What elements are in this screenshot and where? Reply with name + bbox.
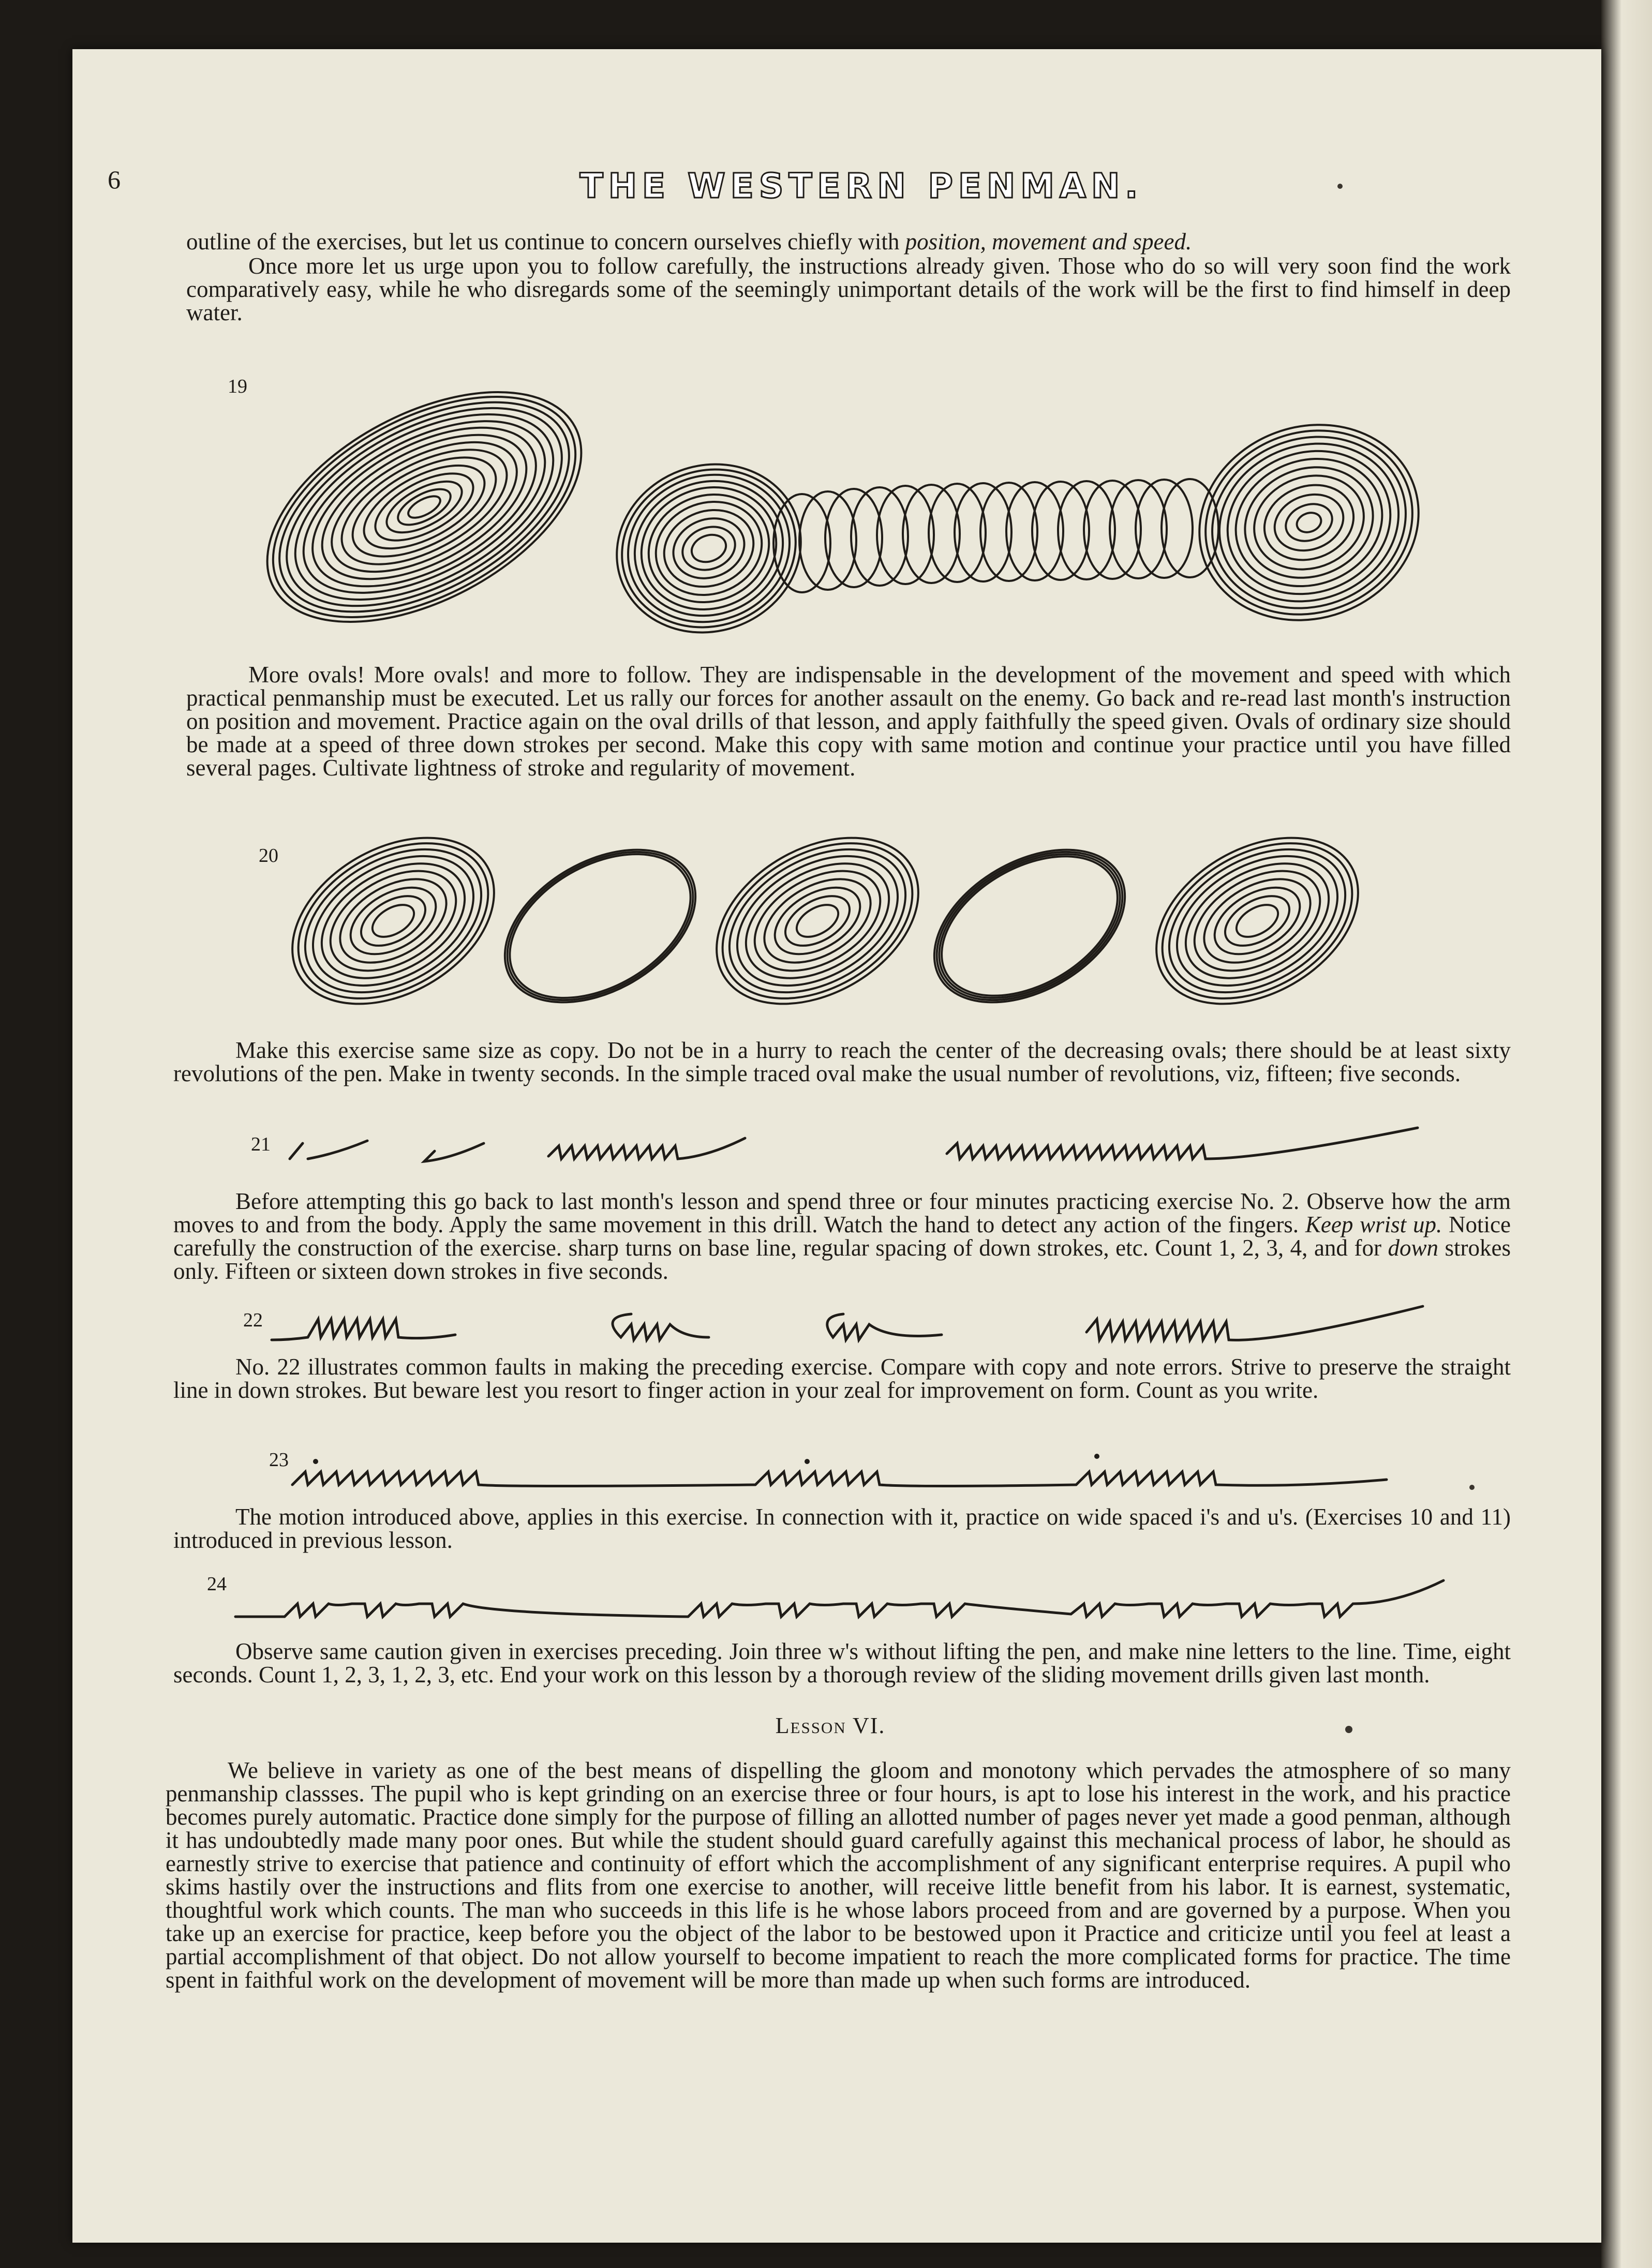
paragraph-observe: [173, 1640, 1511, 1687]
paragraph-we-believe: [166, 1759, 1511, 1992]
paragraph-before-attempting: [173, 1190, 1511, 1283]
running-head-title: THE WESTERN PENMAN.: [579, 166, 1143, 206]
exercise-22-faults-drill: [269, 1296, 1438, 1355]
lesson-heading: Lesson VI.: [775, 1713, 886, 1738]
exercise-number-24: 24: [207, 1573, 227, 1595]
exercise-21-push-pull-drill: [279, 1123, 1438, 1180]
page-edge-backdrop: [1601, 0, 1652, 2268]
paragraph-motion: [173, 1505, 1511, 1552]
exercise-19-oval-drill: [243, 357, 1449, 683]
ink-speck: [1337, 184, 1343, 189]
intro-text: outline of the exercises, but let us continue to concern ourselves chiefly with: [186, 229, 905, 255]
observe-text: Observe same caution given in exercises preceding. Join three w's without lifting the pen, and make nine letters to the line. Time, eight seconds. Count 1, 2, 3, 1, 2, 3, etc. End your work on this lesson by a thorough review of the sliding movement drills given last month.: [173, 1638, 1511, 1688]
exercise-number-21: 21: [251, 1133, 271, 1155]
exercise-24-w-drill: [233, 1573, 1454, 1624]
intro-emphasis: position, movement and speed.: [905, 229, 1192, 255]
paragraph-more-ovals: [186, 663, 1511, 780]
once-more-text: Once more let us urge upon you to follow carefully, the instructions already given. Those who do so will very soon find the work comparatively easy, while he who disregards some of the seemingly unimportant details of the work will be the first to find himself in deep water.: [186, 253, 1511, 325]
no-22-text: No. 22 illustrates common faults in making the preceding exercise. Compare with copy and note errors. Strive to preserve the straight line in down strokes. But beware lest you resort to finger action in your zeal for improvement on form. Count as you write.: [173, 1354, 1511, 1403]
before-attempting-text: Before attempting this go back to last month's lesson and spend three or four minutes practicing exercise No. 2. Observe how the arm moves to and from the body. Apply the same movement in this drill. Watch the hand to detect any action of the fingers.: [173, 1188, 1511, 1237]
ink-speck: [1469, 1485, 1475, 1490]
paragraph-once-more: [186, 255, 1511, 324]
paragraph-make-exercise: [173, 1039, 1511, 1085]
exercise-23-iu-drill: [290, 1443, 1402, 1495]
exercise-number-23: 23: [269, 1449, 289, 1471]
exercise-number-19: 19: [228, 376, 247, 397]
exercise-number-20: 20: [259, 845, 278, 867]
paragraph-no-22: [173, 1355, 1511, 1402]
exercise-20-oval-row: [290, 817, 1418, 1024]
strokes-text: strokes only. Fifteen or sixteen down strokes in five seconds.: [173, 1235, 1511, 1284]
construction-text: Notice carefully the construction of the exercise. sharp turns on base line, regular spacing of down strokes, etc. Count 1, 2, 3, 4, and for: [173, 1212, 1511, 1261]
ink-speck: [1345, 1726, 1352, 1733]
paragraph-intro: [186, 230, 1511, 253]
more-ovals-text: More ovals! More ovals! and more to follow. They are indispensable in the development of the movement and speed with which practical penmanship must be executed. Let us rally our forces for another assault on the enemy. Go back and re-read last month's instruction on position and movement. Practice again on the oval drills of that lesson, and apply faithfully the speed given. Ovals of ordinary size should be made at a speed of three down strokes per second. Make this copy with same motion and continue your practice until you have filled several pages. Cultivate lightness of stroke and regularity of movement.: [186, 662, 1511, 781]
we-believe-text: We believe in variety as one of the best means of dispelling the gloom and monotony which pervades the atmosphere of so many penmanship classses. The pupil who is kept grinding on an exercise three or four hours, is apt to lose his interest in the work, and his practice becomes purely automatic. Practice done simply for the purpose of filling an allotted number of pages never yet made a good penman, although it has undoubtedly made many poor ones. But while the student should guard carefully against this mechanical process of labor, he should as earnestly strive to exercise that patience and continuity of effort which the accomplishment of any significant enterprise requires. A pupil who skims hastily over the instructions and flits from one exercise to another, will receive little benefit from his labor. It is earnest, systematic, thoughtful work which counts. The man who succeeds in this life is he whose labors proceed from and are governed by a purpose. When you take up an exercise for practice, keep before you the object of the labor to be bestowed upon it Practice and criticize until you feel at least a partial accomplishment of that object. Do not allow yourself to become impatient to reach the more complicated forms for practice. The time spent in faithful work on the development of movement will be more than made up when such forms are introduced.: [166, 1757, 1511, 1993]
make-exercise-text: Make this exercise same size as copy. Do not be in a hurry to reach the center of the decreasing ovals; there should be at least sixty revolutions of the pen. Make in twenty seconds. In the simple traced oval make the usual number of revolutions, viz, fifteen; five seconds.: [173, 1037, 1511, 1086]
page-number: 6: [108, 165, 121, 194]
motion-text: The motion introduced above, applies in this exercise. In connection with it, practice on wide spaced i's and u's. (Exercises 10 and 11) introduced in previous lesson.: [173, 1504, 1511, 1553]
keep-wrist-up-emphasis: Keep wrist up.: [1305, 1212, 1442, 1237]
exercise-number-22: 22: [243, 1309, 263, 1331]
down-emphasis: down: [1388, 1235, 1438, 1261]
